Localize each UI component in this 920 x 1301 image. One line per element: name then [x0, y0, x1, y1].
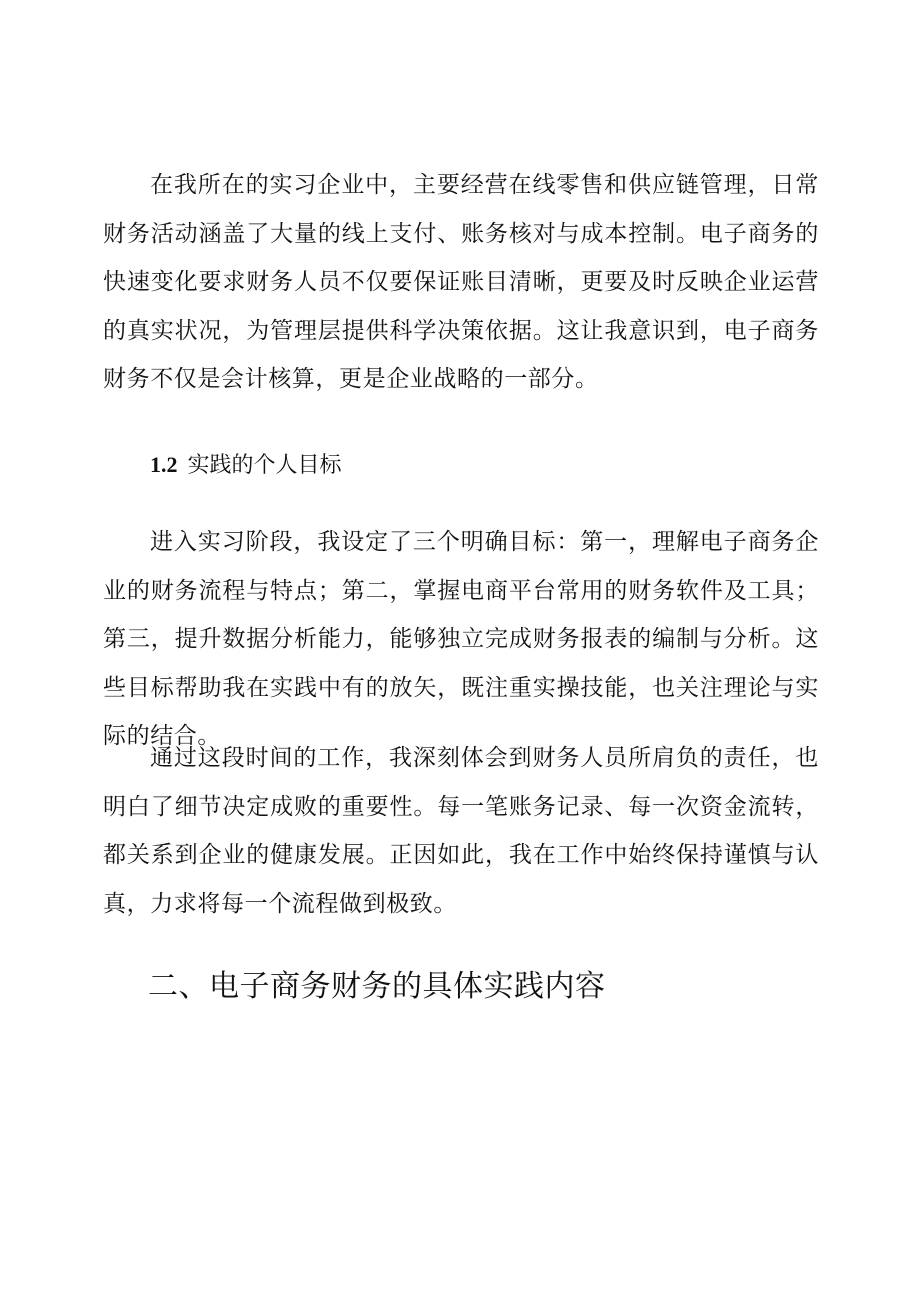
section-heading: 二、电子商务财务的具体实践内容 — [148, 969, 606, 1004]
subsection-heading — [150, 445, 342, 486]
subsection-title: 实践的个人目标 — [187, 453, 342, 478]
subsection-number: 1.2 — [150, 452, 178, 477]
body-paragraph-1: 在我所在的实习企业中，主要经营在线零售和供应链管理，日常财务活动涵盖了大量的线上支付、账务核对与成本控制。电子商务的快速变化要求财务人员不仅要保证账目清晰，更要及时反映企业运营的真实状况，为管理层提供科学决策依据。这让我意识到，电子商务财务不仅是会计核算，更是企业战略的一部分。 — [103, 172, 819, 392]
body-paragraph-3: 通过这段时间的工作，我深刻体会到财务人员所肩负的责任，也明白了细节决定成败的重要性。每一笔账务记录、每一次资金流转，都关系到企业的健康发展。正因如此，我在工作中始终保持谨慎与认真，力求将每一个流程做到极致。 — [103, 745, 819, 917]
body-paragraph-2: 进入实习阶段，我设定了三个明确目标：第一，理解电子商务企业的财务流程与特点；第二，掌握电商平台常用的财务软件及工具；第三，提升数据分析能力，能够独立完成财务报表的编制与分析。这些目标帮助我在实践中有的放矢，既注重实操技能，也关注理论与实际的结合。 — [103, 529, 819, 749]
